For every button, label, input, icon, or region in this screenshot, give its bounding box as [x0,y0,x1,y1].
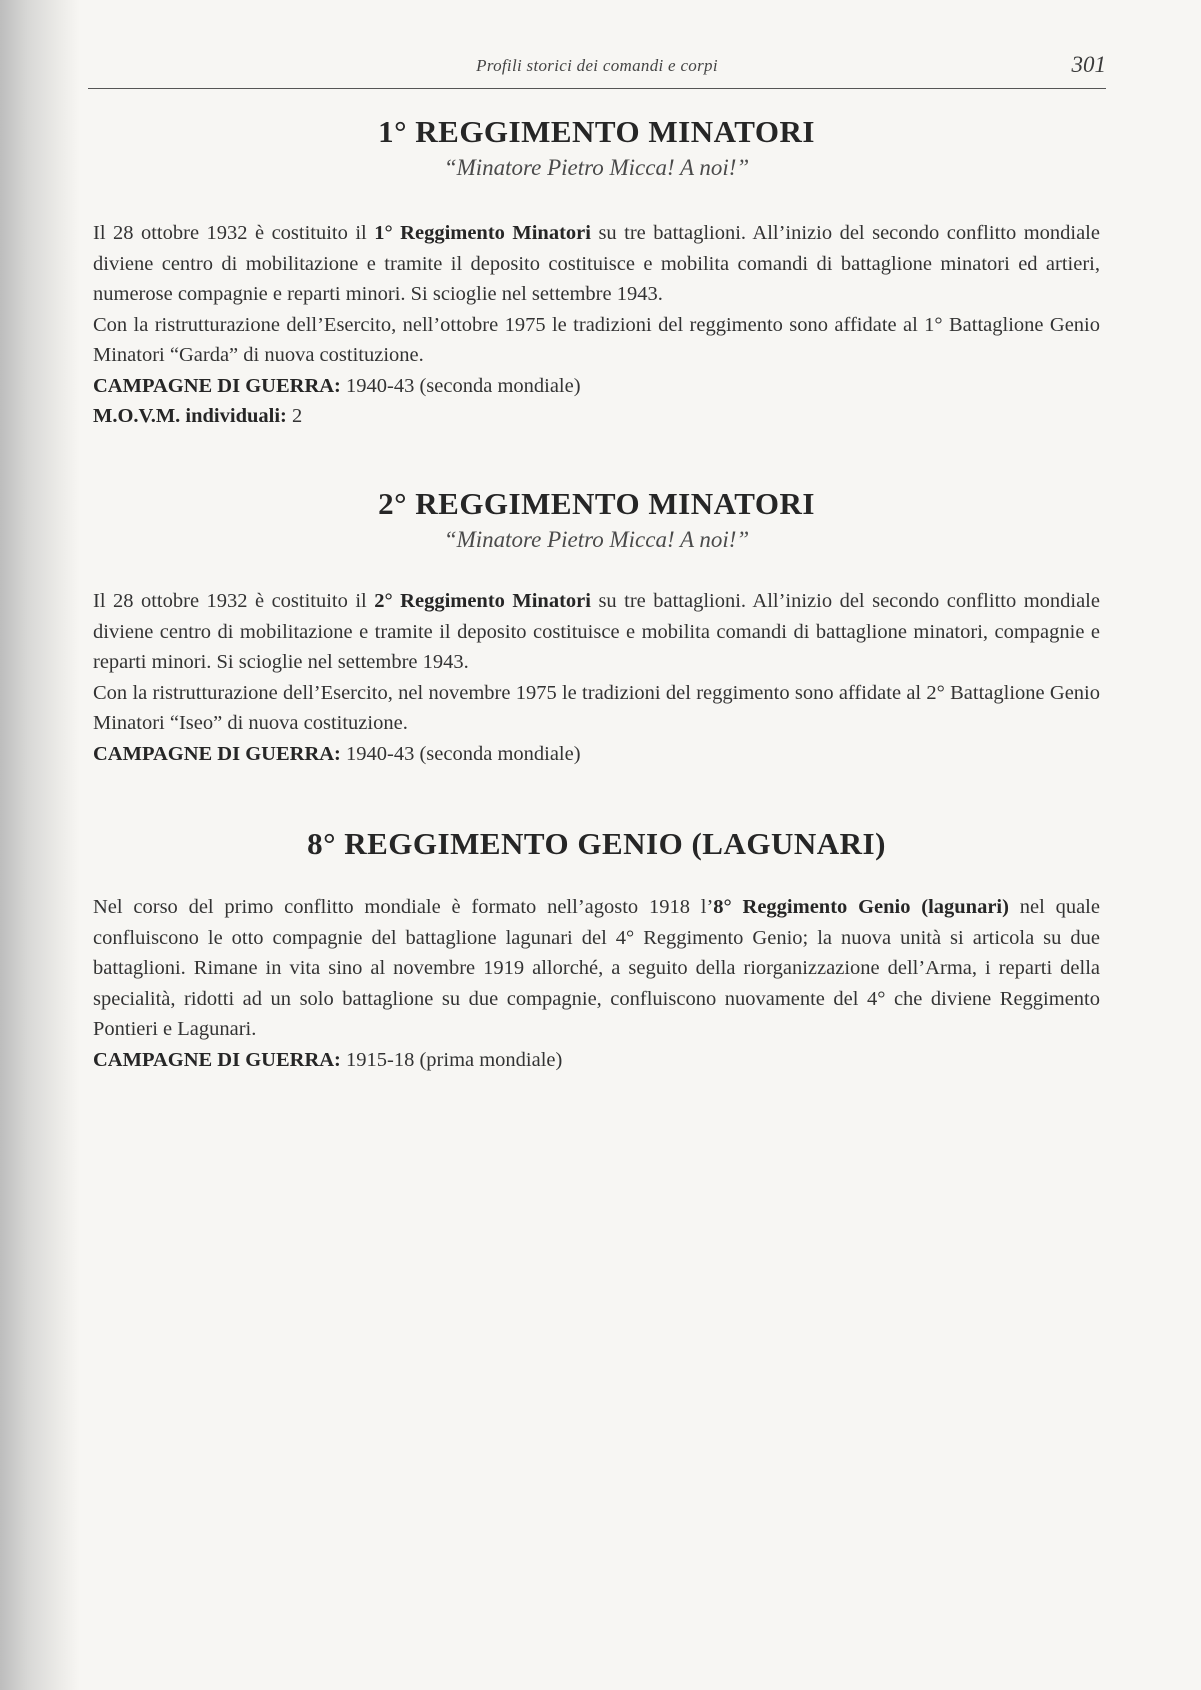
section-motto: “Minatore Pietro Micca! A noi!” [443,527,750,552]
movm-line [93,401,1100,432]
paragraph: Con la ristrutturazione dell’Esercito, nel novembre 1975 le tradizioni del reggimento sono affidate al 2° Battaglione Genio Minatori “Iseo” di nuova costituzione. [93,681,1100,734]
section-title: 1° REGGIMENTO MINATORI [378,114,815,149]
campaigns-line [93,371,1100,402]
section-motto: “Minatore Pietro Micca! A noi!” [443,155,750,180]
text-run: Il 28 ottobre 1932 è costituito il [93,590,375,612]
paragraph [93,586,1100,678]
section-title: 2° REGGIMENTO MINATORI [378,486,815,521]
text-run: Il 28 ottobre 1932 è costituito il [93,222,375,244]
section-8-reggimento-genio-lagunari [93,826,1100,1075]
section-2-reggimento-minatori [93,486,1100,769]
page-number: 301 [1071,52,1106,77]
campaigns-label: CAMPAGNE DI GUERRA: [93,374,341,397]
text-run: Nel corso del primo conflitto mondiale è formato nell’agosto 1918 l’ [93,896,714,918]
section-body [93,218,1100,432]
section-1-reggimento-minatori [93,114,1100,432]
running-title: Profili storici dei comandi e corpi [476,56,718,75]
campaigns-line [93,739,1100,770]
campaigns-label: CAMPAGNE DI GUERRA: [93,742,341,765]
text-run: su tre battaglioni. All’inizio del secondo conflitto mondiale diviene centro di mobilitazione e tramite il deposito costituisce e mobilita comandi di battaglione minatori ed artieri, numerose compagnie e reparti minori. Si scioglie nel settembre 1943. [93,222,1100,305]
campaigns-value: 1940-43 (seconda mondiale) [340,374,581,397]
movm-value: 2 [286,405,303,427]
text-run: su tre battaglioni. All’inizio del secondo conflitto mondiale diviene centro di mobilitazione e tramite il deposito costituisce e mobilita comandi di battaglione minatori, compagnie e reparti minori. Si scioglie nel settembre 1943. [93,590,1100,673]
unit-name: 1° Reggimento Minatori [374,222,591,244]
section-body [93,586,1100,769]
paragraph [93,218,1100,310]
page-binding-shadow [0,0,80,1690]
section-body [93,892,1100,1075]
campaigns-value: 1915-18 (prima mondiale) [340,1048,563,1071]
movm-label: M.O.V.M. individuali: [93,405,287,427]
section-title: 8° REGGIMENTO GENIO (LAGUNARI) [307,826,886,861]
text-run: nel quale confluiscono le otto compagnie del battaglione lagunari del 4° Reggimento Genio; la nuova unità si articola su due battaglioni. Rimane in vita sino al novembre 1919 allorché, a seguito della riorganizzazione dell’Arma, i reparti della specialità, ridotti ad un solo battaglione su due compagnie, confluiscono nuovamente del 4° che diviene Reggimento Pontieri e Lagunari. [93,896,1100,1040]
paragraph [93,892,1100,1045]
unit-name: 2° Reggimento Minatori [374,590,591,612]
campaigns-label: CAMPAGNE DI GUERRA: [93,1048,341,1071]
page-header [88,52,1106,89]
unit-name: 8° Reggimento Genio (lagunari) [713,896,1009,918]
paragraph: Con la ristrutturazione dell’Esercito, nell’ottobre 1975 le tradizioni del reggimento sono affidate al 1° Battaglione Genio Minatori “Garda” di nuova costituzione. [93,313,1100,366]
campaigns-value: 1940-43 (seconda mondiale) [340,742,581,765]
campaigns-line [93,1045,1100,1076]
